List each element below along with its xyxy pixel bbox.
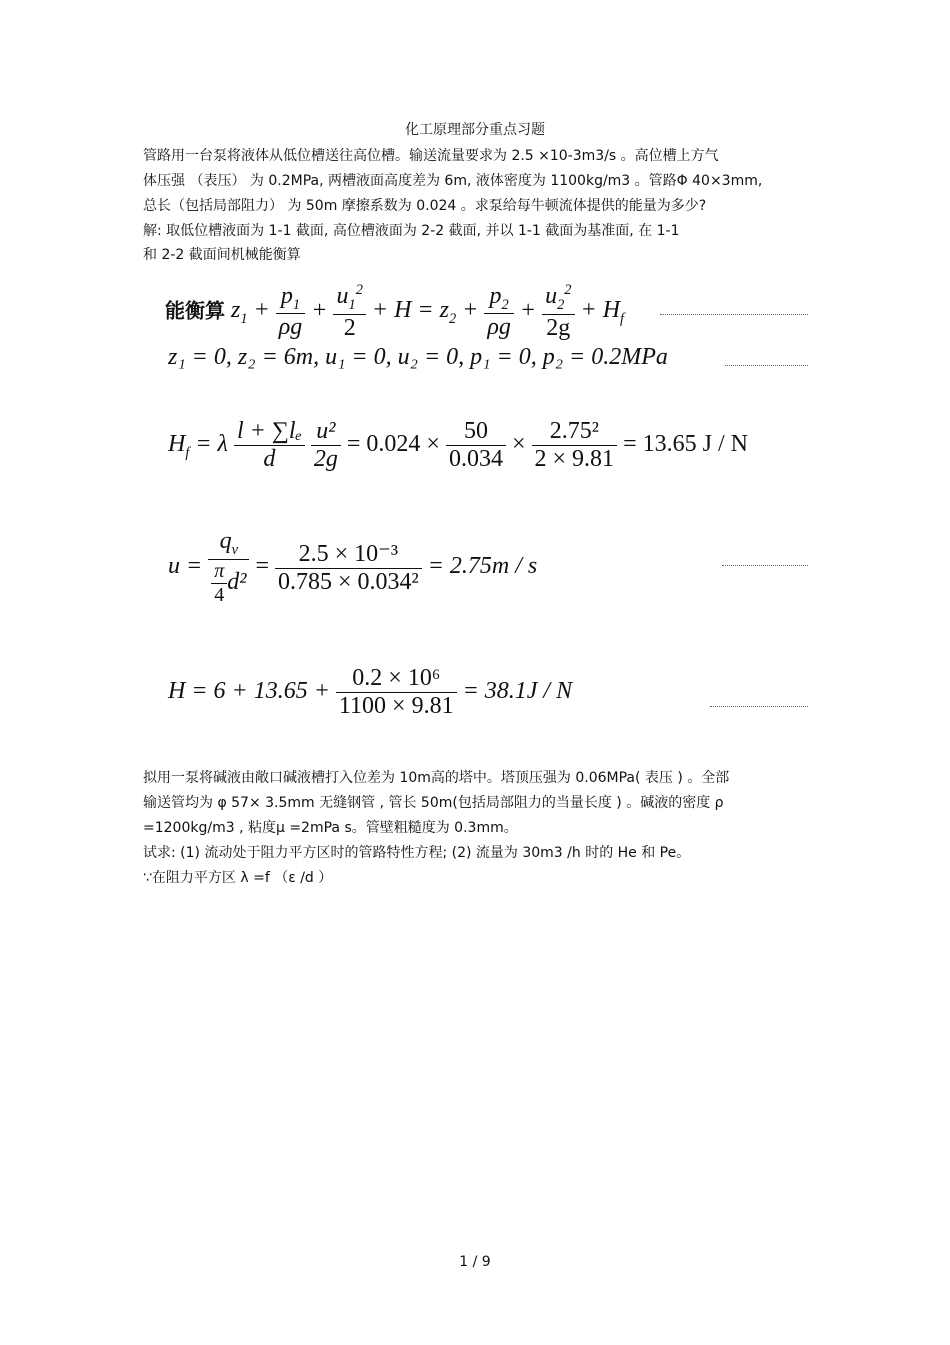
dotted-leader — [722, 565, 808, 566]
problem1-line: 体压强 （表压） 为 0.2MPa, 两槽液面高度差为 6m, 液体密度为 1100kg/m3 。管路Φ 40×3mm, — [143, 173, 763, 189]
velocity-lhs: u = — [168, 552, 203, 579]
problem1-line: 解: 取低位槽液面为 1-1 截面, 高位槽液面为 2-2 截面, 并以 1-1 截面为基准面, 在 1-1 — [143, 223, 680, 239]
problem2-line: 拟用一泵将碱液由敞口碱液槽打入位差为 10m高的塔中。塔顶压强为 0.06MPa( 表压 ) 。全部 — [143, 770, 730, 786]
four-denominator: 4 — [214, 583, 225, 606]
dotted-leader — [710, 706, 808, 707]
velocity-squared-numerator: 2.75² — [532, 418, 618, 446]
velocity-numerator: 2.5 × 10⁻³ — [275, 539, 422, 569]
hf-coefficient: = 0.024 × — [346, 431, 440, 458]
velocity-denominator: 0.785 × 0.034² — [277, 568, 419, 595]
hf-subscript: f — [185, 444, 190, 461]
hf-symbol: H — [168, 431, 186, 458]
flow-rate-symbol: q — [219, 528, 232, 554]
energy-balance-label: 能衡算 — [165, 298, 225, 323]
friction-loss-equation: $H_f = \lambda$ $\frac{\text{l + ∑lₑ}}{d}$ $\frac{\text{u²}}{2g}$ = 0.024 × $\frac{50}{0.034}$ × $\frac{\text{2.75²}}{2 \times 9.81}$ = 13.65 J / N — [168, 418, 748, 472]
problem1-line: 总长（包括局部阻力） 为 50m 摩擦系数为 0.024 。求泵给每牛顿流体提供的能量为多少? — [143, 198, 707, 214]
problem1-line: 管路用一台泵将液体从低位槽送往高位槽。输送流量要求为 2.5 ×10-3m3/s 。高位槽上方气 — [143, 148, 719, 164]
energy-balance-equation: 能衡算 $z_1$ + $\frac{p_1}{\rho g}$ + $\frac{u_1^2}{2}$ + $H = z_2$ + $\frac{p_2}{\rho g}$ + $\frac{u_2^2}{2g}$ + $H_f$ — [165, 282, 625, 341]
velocity-head-numerator: u² — [311, 418, 341, 446]
flow-rate-subscript: v — [231, 541, 239, 558]
lambda-symbol: λ — [217, 431, 228, 458]
problem2-line: ∵在阻力平方区 λ =f （ε /d ） — [143, 870, 333, 886]
hf-fraction-numerator: l + ∑lₑ — [234, 418, 305, 446]
pi-symbol: π — [211, 560, 227, 584]
velocity-head-denominator: 2g — [313, 446, 338, 472]
page-number: 1 / 9 — [459, 1254, 491, 1270]
hf-result: = 13.65 J / N — [623, 431, 748, 458]
head-result: = 38.1J / N — [462, 678, 573, 705]
length-numerator: 50 — [446, 418, 506, 446]
hf-fraction-denominator: d — [263, 446, 276, 472]
page-title: 化工原理部分重点习题 — [405, 122, 545, 138]
diameter-denominator: 0.034 — [448, 446, 503, 472]
dotted-leader — [660, 314, 808, 315]
velocity-result: = 2.75m / s — [427, 552, 538, 579]
head-denominator: 1100 × 9.81 — [338, 693, 454, 719]
head-lhs: H = 6 + 13.65 + — [168, 678, 330, 705]
dotted-leader — [725, 365, 808, 366]
diameter-squared: d² — [227, 568, 247, 595]
problem2-line: =1200kg/m3 , 粘度μ =2mPa s。管壁粗糙度为 0.3mm。 — [143, 820, 518, 836]
head-numerator: 0.2 × 10⁶ — [336, 665, 457, 693]
problem1-line: 和 2-2 截面间机械能衡算 — [143, 247, 301, 263]
problem2-line: 输送管均为 φ 57× 3.5mm 无缝钢管 , 管长 50m(包括局部阻力的当量长度 ) 。碱液的密度 ρ — [143, 795, 724, 811]
problem2-line: 试求: (1) 流动处于阻力平方区时的管路特性方程; (2) 流量为 30m3 /h 时的 He 和 Pe。 — [143, 845, 691, 861]
velocity-equation: u = $q_v$ $\frac{\pi}{4}$ d² = $\frac{\text{2.5 × 10⁻³}}{\text{0.785 × 0.034²}}$ = 2.75m / s — [168, 528, 538, 606]
gravity-denominator: 2 × 9.81 — [534, 446, 615, 472]
boundary-conditions: z₁ = 0, z₂ = 6m, u₁ = 0, u₂ = 0, p₁ = 0, p₂ = 0.2MPa — [168, 344, 668, 370]
head-equation — [168, 665, 572, 720]
